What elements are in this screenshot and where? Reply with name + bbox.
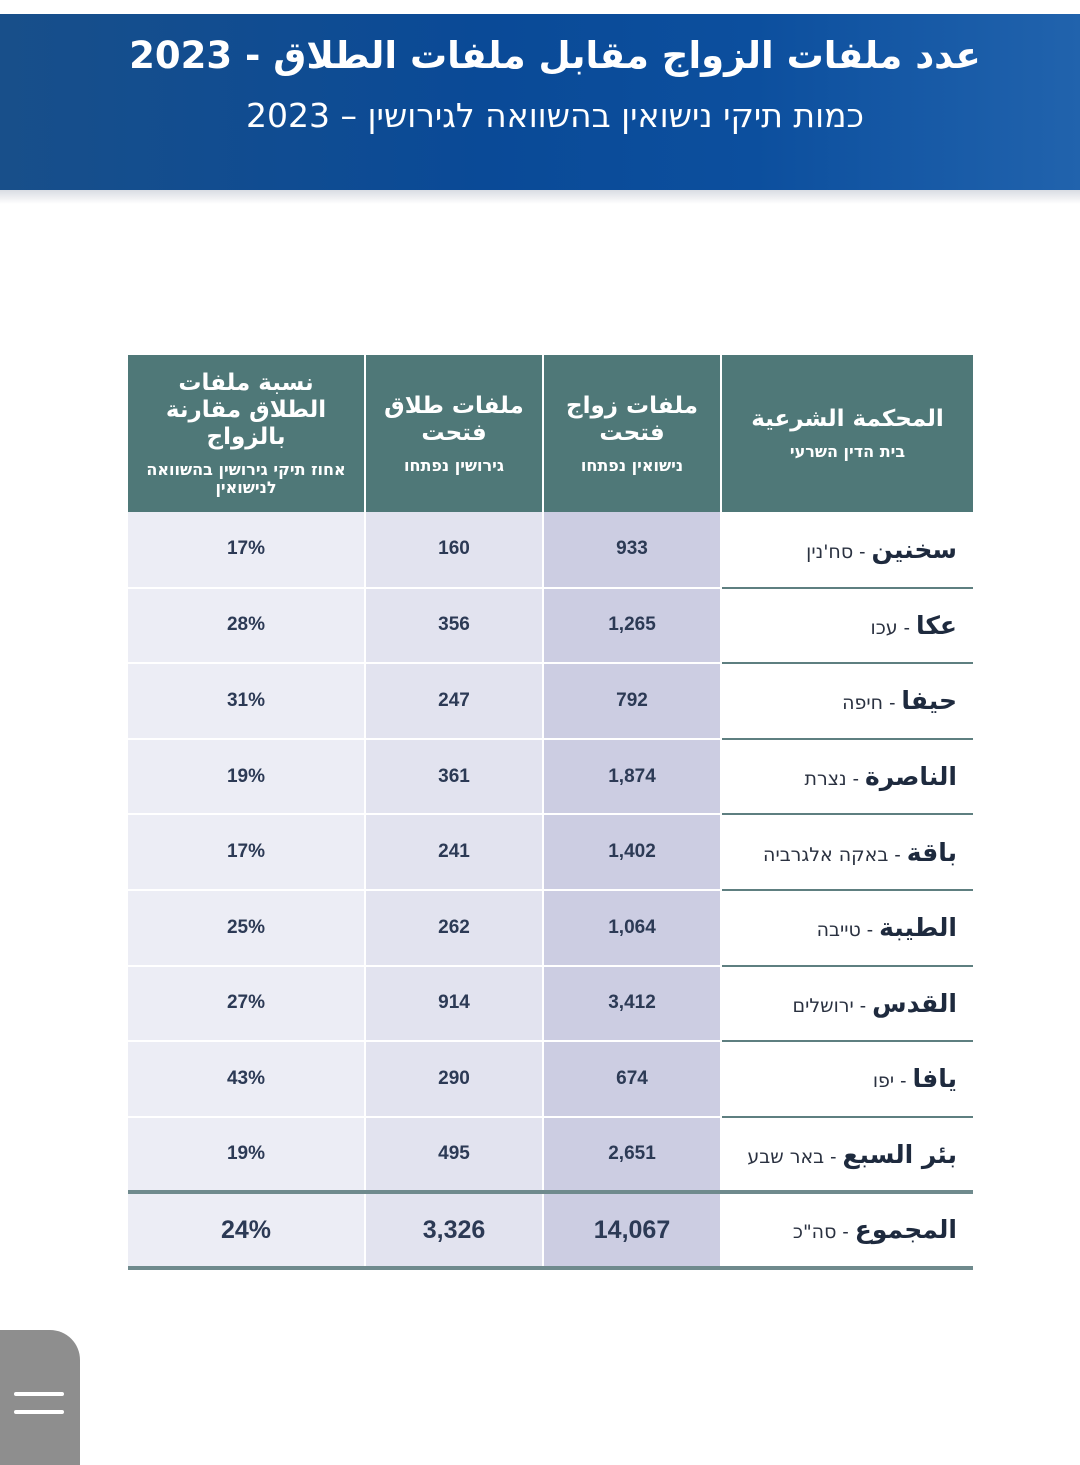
- header-divorce-he: גירושין נפתחו: [403, 455, 505, 475]
- cell-divorce: 247: [365, 663, 543, 739]
- menu-handle-button[interactable]: [0, 1330, 80, 1465]
- cell-marriage: 674: [543, 1041, 721, 1117]
- header-ratio: [128, 355, 365, 512]
- cell-court: سخنين-סח'נין: [721, 512, 973, 588]
- cell-divorce: 262: [365, 890, 543, 966]
- title-hebrew: כמות תיקי נישואין בהשוואה לגירושין – 2023: [246, 96, 864, 135]
- cell-divorce: 241: [365, 814, 543, 890]
- cell-ratio: 43%: [128, 1041, 365, 1117]
- statistics-table: [128, 355, 973, 1270]
- court-name-he: יפו: [872, 1070, 895, 1093]
- total-ratio: 24%: [128, 1192, 365, 1268]
- cell-ratio: 17%: [128, 512, 365, 588]
- cell-ratio: 19%: [128, 739, 365, 815]
- cell-ratio: 25%: [128, 890, 365, 966]
- cell-divorce: 914: [365, 966, 543, 1042]
- cell-ratio: 19%: [128, 1117, 365, 1193]
- total-label-he: סה"כ: [792, 1221, 837, 1244]
- cell-ratio: 17%: [128, 814, 365, 890]
- cell-divorce: 160: [365, 512, 543, 588]
- header-court-ar: المحكمة الشرعية: [751, 406, 944, 432]
- total-marriage: 14,067: [543, 1192, 721, 1268]
- cell-divorce: 290: [365, 1041, 543, 1117]
- cell-ratio: 27%: [128, 966, 365, 1042]
- table-row: [128, 1041, 973, 1117]
- court-name-he: סח'נין: [806, 540, 854, 563]
- table-row: [128, 739, 973, 815]
- table-row: [128, 663, 973, 739]
- cell-ratio: 31%: [128, 663, 365, 739]
- court-name-he: ירושלים: [792, 994, 854, 1017]
- cell-marriage: 1,874: [543, 739, 721, 815]
- header-marriage-he: נישואין נפתחו: [580, 455, 684, 475]
- table-header: [128, 355, 973, 512]
- header-marriage-ar: ملفات زواج فتحت: [566, 392, 698, 446]
- cell-court: عكا-עכו: [721, 588, 973, 664]
- cell-marriage: 792: [543, 663, 721, 739]
- court-name-ar: حيفا: [901, 686, 957, 716]
- total-label: المجموع-סה"כ: [721, 1192, 973, 1268]
- cell-marriage: 933: [543, 512, 721, 588]
- cell-court: الناصرة-נצרת: [721, 739, 973, 815]
- cell-marriage: 2,651: [543, 1117, 721, 1193]
- court-name-ar: سخنين: [871, 534, 957, 564]
- cell-court: باقة-באקה אלגרביה: [721, 814, 973, 890]
- court-name-he: חיפה: [842, 692, 884, 715]
- court-name-ar: الناصرة: [864, 762, 957, 792]
- banner-shadow: [0, 190, 1080, 204]
- cell-marriage: 1,064: [543, 890, 721, 966]
- total-row: [128, 1192, 973, 1268]
- court-name-ar: باقة: [906, 837, 957, 867]
- cell-divorce: 361: [365, 739, 543, 815]
- cell-court: بئر السبع-באר שבע: [721, 1117, 973, 1193]
- table-row: [128, 512, 973, 588]
- cell-court: حيفا-חיפה: [721, 663, 973, 739]
- header-court-he: בית הדין השרעי: [789, 442, 906, 461]
- header-court: [721, 355, 973, 512]
- total-label-ar: المجموع: [854, 1215, 957, 1245]
- cell-marriage: 3,412: [543, 966, 721, 1042]
- header-divorce-ar: ملفات طلاق فتحت: [384, 392, 524, 446]
- court-name-ar: الطيبة: [879, 913, 957, 943]
- table-row: [128, 588, 973, 664]
- cell-divorce: 356: [365, 588, 543, 664]
- court-name-he: נצרת: [804, 768, 847, 791]
- cell-court: القدس-ירושלים: [721, 966, 973, 1042]
- table-row: [128, 890, 973, 966]
- table-row: [128, 1117, 973, 1193]
- court-name-he: באר שבע: [747, 1145, 825, 1168]
- table-row: [128, 966, 973, 1042]
- court-name-ar: بئر السبع: [842, 1139, 957, 1169]
- cell-marriage: 1,265: [543, 588, 721, 664]
- top-strip: [0, 0, 1080, 14]
- court-name-he: עכו: [870, 616, 898, 639]
- total-divorce: 3,326: [365, 1192, 543, 1268]
- court-name-ar: يافا: [912, 1064, 957, 1094]
- menu-line-icon: [14, 1392, 64, 1396]
- table-row: [128, 814, 973, 890]
- cell-divorce: 495: [365, 1117, 543, 1193]
- cell-ratio: 28%: [128, 588, 365, 664]
- court-name-he: באקה אלגרביה: [763, 843, 889, 866]
- title-arabic: عدد ملفات الزواج مقابل ملفات الطلاق - 2023: [129, 34, 981, 77]
- cell-court: يافا-יפו: [721, 1041, 973, 1117]
- header-ratio-ar: نسبة ملفات الطلاق مقارنة بالزواج: [165, 370, 327, 450]
- header-marriage: [543, 355, 721, 512]
- header-ratio-he: אחוז תיקי גירושין בהשוואה לנישואין: [146, 460, 346, 497]
- cell-court: الطيبة-טייבה: [721, 890, 973, 966]
- cell-marriage: 1,402: [543, 814, 721, 890]
- menu-line-icon: [14, 1410, 64, 1414]
- court-name-he: טייבה: [816, 919, 861, 942]
- court-name-ar: القدس: [872, 988, 957, 1018]
- court-name-ar: عكا: [915, 610, 957, 640]
- header-divorce: [365, 355, 543, 512]
